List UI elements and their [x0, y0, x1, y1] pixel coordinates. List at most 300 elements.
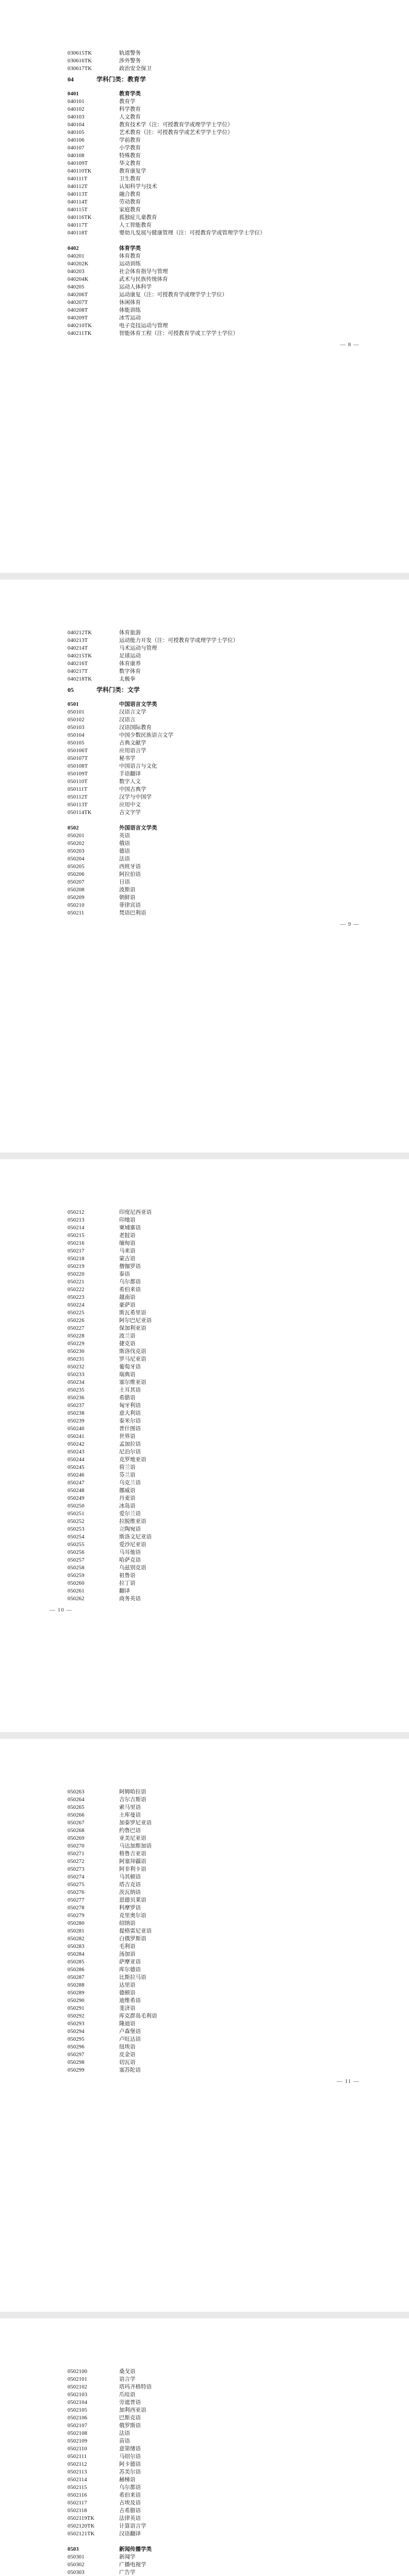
major-name: 华文教育: [119, 161, 141, 166]
major-code: 050246: [68, 1472, 85, 1478]
major-row: [68, 314, 409, 322]
major-code: 040202K: [68, 261, 89, 267]
major-row: [68, 629, 409, 637]
document-page: [0, 1159, 409, 1732]
major-name: 休闲体育: [119, 300, 141, 306]
major-row: [68, 1510, 409, 1518]
major-name: 阿尔巴尼亚语: [119, 1318, 152, 1324]
major-name: 艺术教育（注：可授教育学或艺术学学士学位）: [119, 130, 233, 135]
major-code: 050108T: [68, 764, 88, 769]
major-code: 050106T: [68, 748, 88, 754]
major-row: [68, 307, 409, 314]
major-code: 050268: [68, 1828, 85, 1834]
major-name: 爱沙尼亚语: [119, 1542, 146, 1548]
major-name: 阿非利卡语: [119, 1867, 146, 1872]
major-row: [68, 1456, 409, 1464]
major-name: 俄罗斯语: [119, 2423, 141, 2429]
major-code: 040217T: [68, 669, 88, 674]
major-row: [68, 1232, 409, 1240]
major-row: [68, 65, 409, 73]
major-name: 亚美尼亚语: [119, 1836, 146, 1841]
major-code: 040206T: [68, 292, 88, 298]
major-code: 030615TK: [68, 50, 92, 56]
major-name: 英语: [119, 833, 130, 839]
major-code: 040108: [68, 153, 85, 159]
major-name: 德语: [119, 849, 130, 854]
major-name: 劳动教育: [119, 199, 141, 205]
major-row: [68, 1263, 409, 1270]
major-row: [68, 1819, 409, 1827]
major-code: 050232: [68, 1364, 85, 1370]
major-code: 050284: [68, 1952, 85, 1957]
major-name: 世界语: [119, 1434, 136, 1439]
major-name: 乌尔都语: [119, 2485, 141, 2490]
major-code: 0502110: [68, 2446, 87, 2452]
major-name: 塔玛齐格特语: [119, 2384, 152, 2390]
major-name: 中国少数民族语言文学: [119, 733, 173, 738]
major-row: [68, 747, 409, 755]
major-name: 毛利语: [119, 1944, 136, 1950]
major-name: 小学教育: [119, 145, 141, 151]
major-name: 捷克语: [119, 1341, 136, 1347]
major-row: [68, 214, 409, 222]
major-row: [68, 1394, 409, 1402]
major-name: 轨道警务: [119, 50, 141, 56]
major-row: [68, 801, 409, 809]
major-name: 波兰语: [119, 1333, 136, 1339]
major-code: 050283: [68, 1944, 85, 1950]
major-row: [68, 2461, 409, 2468]
major-code: 0502112: [68, 2462, 87, 2467]
major-code: 040113T: [68, 192, 88, 197]
major-name: 祖鲁语: [119, 1573, 136, 1579]
major-code: 050273: [68, 1867, 85, 1872]
major-code: 0502119TK: [68, 2516, 95, 2521]
discipline-header: [68, 685, 409, 697]
major-name: 计算语言学: [119, 2523, 146, 2529]
major-row: [68, 1788, 409, 1796]
major-row: [68, 198, 409, 206]
major-name: 希伯来语: [119, 1287, 141, 1293]
major-name: 运动人体科学: [119, 284, 152, 290]
major-name: 隆迪语: [119, 2021, 136, 2027]
major-code: 050286: [68, 1967, 85, 1973]
major-row: [68, 855, 409, 863]
major-code: 050288: [68, 1982, 85, 1988]
major-name: 泰语: [119, 1272, 130, 1277]
major-code: 050212: [68, 1210, 85, 1215]
major-row: [68, 2553, 409, 2561]
major-code: 050278: [68, 1905, 85, 1911]
major-name: 法语: [119, 2431, 130, 2436]
major-row: [68, 1981, 409, 1989]
major-row: [68, 2476, 409, 2484]
page-content: [68, 1209, 409, 1603]
major-name: 乌尔都语: [119, 1279, 141, 1285]
major-code: 050113T: [68, 802, 88, 808]
major-code: 0502105: [68, 2408, 88, 2413]
major-row: [68, 1920, 409, 1927]
major-code: 040110TK: [68, 168, 92, 174]
major-name: 白俄罗斯语: [119, 1936, 146, 1942]
major-row: [68, 1587, 409, 1595]
major-row: [68, 2445, 409, 2453]
major-code: 050112T: [68, 794, 88, 800]
major-name: 智能体育工程（注：可授教育学或工学学士学位）: [119, 331, 238, 336]
category-code: 0501: [68, 702, 79, 707]
major-row: [68, 2036, 409, 2043]
major-name: 马来语: [119, 1248, 136, 1254]
major-name: 印度尼西亚语: [119, 1210, 152, 1215]
major-code: 050225: [68, 1310, 85, 1316]
major-row: [68, 778, 409, 786]
major-row: [68, 113, 409, 121]
major-row: [68, 49, 409, 57]
major-name: 学前教育: [119, 138, 141, 143]
major-row: [68, 1448, 409, 1456]
major-name: 加泰罗尼亚语: [119, 1820, 152, 1826]
major-name: 汉语言文学: [119, 709, 146, 715]
major-code: 050256: [68, 1550, 85, 1555]
major-row: [68, 2484, 409, 2492]
major-code: 040104: [68, 122, 85, 128]
major-code: 050275: [68, 1882, 85, 1888]
major-code: 050263: [68, 1789, 85, 1795]
major-row: [68, 206, 409, 214]
major-code: 040201: [68, 253, 85, 259]
major-code: 040101: [68, 99, 85, 105]
major-row: [68, 716, 409, 724]
major-row: [68, 840, 409, 848]
major-code: 0502106: [68, 2415, 88, 2421]
major-name: 阿卡德语: [119, 2462, 141, 2467]
major-name: 日语: [119, 879, 130, 885]
major-row: [68, 1410, 409, 1417]
major-code: 050219: [68, 1264, 85, 1269]
major-name: 孟加拉语: [119, 1442, 141, 1447]
major-code: 050295: [68, 2037, 85, 2042]
major-row: [68, 1958, 409, 1966]
major-row: [68, 1479, 409, 1487]
major-code: 0502102: [68, 2384, 88, 2390]
major-row: [68, 652, 409, 660]
major-row: [68, 152, 409, 160]
major-row: [68, 2368, 409, 2376]
major-row: [68, 1379, 409, 1386]
major-code: 050220: [68, 1272, 85, 1277]
major-row: [68, 1850, 409, 1858]
major-name: 德顿语: [119, 1990, 136, 1996]
page-number: — 11 —: [336, 2078, 359, 2084]
major-row: [68, 1549, 409, 1556]
major-code: 050241: [68, 1434, 85, 1439]
page-number: — 8 —: [340, 342, 359, 348]
major-row: [68, 724, 409, 732]
major-row: [68, 1827, 409, 1835]
major-name: 绍纳语: [119, 1921, 136, 1926]
major-name: 涉外警务: [119, 58, 141, 64]
major-row: [68, 886, 409, 894]
major-name: 达里语: [119, 1982, 136, 1988]
major-name: 广播电视学: [119, 2562, 146, 2568]
major-name: 苏美尔语: [119, 2469, 141, 2475]
category-row: [68, 701, 409, 708]
major-code: 0502113: [68, 2469, 87, 2475]
major-name: 应用中文: [119, 802, 141, 808]
major-name: 蒙古语: [119, 1256, 136, 1262]
major-row: [68, 2383, 409, 2391]
major-code: 050102: [68, 717, 85, 723]
major-code: 0502116: [68, 2493, 87, 2498]
major-code: 0502101: [68, 2377, 88, 2382]
major-name: 乌克兰语: [119, 1480, 141, 1486]
major-code: 050242: [68, 1442, 85, 1447]
section-spacer: [68, 237, 409, 245]
major-code: 040116TK: [68, 215, 92, 221]
major-name: 电子竞技运动与管理: [119, 323, 168, 329]
major-code: 050237: [68, 1403, 85, 1409]
major-row: [68, 1340, 409, 1348]
major-name: 克里奥尔语: [119, 1913, 146, 1919]
major-row: [68, 668, 409, 675]
major-name: 体育康养: [119, 661, 141, 667]
major-code: 0502117: [68, 2500, 87, 2506]
major-row: [68, 1533, 409, 1541]
major-code: 050213: [68, 1217, 85, 1223]
major-row: [68, 2376, 409, 2383]
major-row: [68, 2028, 409, 2036]
major-row: [68, 2530, 409, 2538]
major-name: 俄语: [119, 841, 130, 846]
major-row: [68, 1417, 409, 1425]
major-name: 立陶宛语: [119, 1527, 141, 1532]
category-row: [68, 90, 409, 98]
major-code: 050292: [68, 2013, 85, 2019]
major-code: 050223: [68, 1295, 85, 1300]
major-row: [68, 1966, 409, 1974]
major-code: 050209: [68, 895, 85, 901]
page-content: [68, 629, 409, 917]
major-name: 比斯拉马语: [119, 1975, 146, 1980]
major-name: 阿拉伯语: [119, 872, 141, 877]
major-code: 050222: [68, 1287, 85, 1293]
major-name: 教育康复学: [119, 168, 146, 174]
major-name: 约鲁巴语: [119, 1828, 141, 1834]
major-row: [68, 121, 409, 129]
major-row: [68, 1224, 409, 1232]
major-name: 汤加语: [119, 1952, 136, 1957]
major-code: 040109T: [68, 161, 88, 166]
major-name: 马耳他语: [119, 1550, 141, 1555]
major-name: 马术运动与管理: [119, 646, 157, 651]
major-name: 马达加斯加语: [119, 1843, 152, 1849]
major-code: 040211TK: [68, 331, 92, 336]
category-name: 新闻传播学类: [119, 2547, 152, 2552]
page-content: [68, 49, 409, 337]
major-name: 拉丁语: [119, 1581, 136, 1586]
major-code: 050281: [68, 1928, 85, 1934]
major-name: 土耳其语: [119, 1387, 141, 1393]
major-code: 0502108: [68, 2431, 88, 2436]
major-row: [68, 863, 409, 871]
major-name: 旁遮普语: [119, 2400, 141, 2405]
major-row: [68, 1974, 409, 1981]
major-name: 恩德贝莱语: [119, 1897, 146, 1903]
major-row: [68, 299, 409, 307]
major-code: 0502111: [68, 2454, 87, 2460]
major-name: 茨瓦纳语: [119, 1890, 141, 1895]
major-row: [68, 2059, 409, 2066]
major-code: 050227: [68, 1326, 85, 1331]
discipline-title: 学科门类：文学: [96, 686, 140, 693]
major-code: 050301: [68, 2554, 85, 2560]
major-code: 050267: [68, 1820, 85, 1826]
major-row: [68, 2522, 409, 2530]
major-name: 古文字学: [119, 810, 141, 816]
page-number: — 9 —: [340, 921, 359, 927]
major-row: [68, 160, 409, 167]
major-name: 塞尔维亚语: [119, 1380, 146, 1385]
major-code: 050239: [68, 1418, 85, 1424]
major-row: [68, 1309, 409, 1317]
major-code: 050299: [68, 2067, 85, 2073]
major-row: [68, 183, 409, 191]
major-row: [68, 1858, 409, 1866]
major-row: [68, 1881, 409, 1889]
major-name: 教育学: [119, 99, 136, 105]
major-row: [68, 175, 409, 183]
major-name: 吉尔吉斯语: [119, 1797, 146, 1803]
major-code: 040111T: [68, 176, 88, 182]
major-row: [68, 2561, 409, 2569]
major-name: 乌兹别克语: [119, 1565, 146, 1571]
major-row: [68, 1317, 409, 1325]
major-row: [68, 894, 409, 902]
major-code: 050250: [68, 1503, 85, 1509]
major-name: 中国古典学: [119, 787, 146, 792]
major-name: 希腊语: [119, 1395, 136, 1401]
major-row: [68, 637, 409, 645]
major-code: 050274: [68, 1874, 85, 1880]
major-row: [68, 878, 409, 886]
major-row: [68, 645, 409, 652]
major-name: 荷兰语: [119, 1465, 136, 1470]
major-code: 050210: [68, 903, 85, 908]
major-row: [68, 1951, 409, 1958]
major-code: 050247: [68, 1480, 85, 1486]
major-row: [68, 1301, 409, 1309]
major-code: 040112T: [68, 184, 88, 190]
major-code: 050245: [68, 1465, 85, 1470]
major-name: 科摩罗语: [119, 1905, 141, 1911]
major-name: 希伯来语: [119, 2493, 141, 2498]
section-spacer: [68, 817, 409, 824]
major-name: 家庭教育: [119, 207, 141, 213]
major-name: 斐济语: [119, 2006, 136, 2011]
major-name: 纽埃语: [119, 2044, 136, 2050]
major-name: 菲律宾语: [119, 903, 141, 908]
major-row: [68, 1247, 409, 1255]
major-code: 050298: [68, 2060, 85, 2065]
major-row: [68, 755, 409, 762]
major-row: [68, 1997, 409, 2005]
major-name: 皮金语: [119, 2052, 136, 2058]
major-name: 婴幼儿发展与健康管理（注：可授教育学或管理学学士学位）: [119, 230, 266, 236]
major-row: [68, 1989, 409, 1997]
page-content: [68, 2368, 409, 2576]
discipline-title: 学科门类：教育学: [96, 76, 146, 83]
major-name: 法语: [119, 856, 130, 862]
major-row: [68, 2492, 409, 2499]
major-code: 050276: [68, 1890, 85, 1895]
category-name: 中国语言文学类: [119, 702, 157, 707]
major-name: 冰岛语: [119, 1503, 136, 1509]
major-name: 爪哇语: [119, 2392, 136, 2398]
major-name: 印地语: [119, 1217, 136, 1223]
major-code: 050294: [68, 2029, 85, 2035]
major-code: 040117T: [68, 223, 88, 228]
major-code: 050206: [68, 872, 85, 877]
major-name: 语言学: [119, 2377, 136, 2382]
major-row: [68, 2066, 409, 2074]
major-name: 孤独症儿童教育: [119, 215, 157, 221]
major-row: [68, 106, 409, 113]
major-name: 古希腊语: [119, 2508, 141, 2514]
major-name: 新闻学: [119, 2554, 136, 2560]
major-code: 050258: [68, 1565, 85, 1571]
discipline-header: [68, 75, 409, 86]
major-code: 050289: [68, 1990, 85, 1996]
major-code: 050279: [68, 1913, 85, 1919]
major-code: 050221: [68, 1279, 85, 1285]
major-code: 050277: [68, 1897, 85, 1903]
major-code: 050109T: [68, 771, 88, 777]
major-row: [68, 2406, 409, 2414]
major-name: 赫梯语: [119, 2477, 136, 2483]
major-code: 050259: [68, 1573, 85, 1579]
major-code: 040107: [68, 145, 85, 151]
major-row: [68, 1402, 409, 1410]
major-name: 古典文献学: [119, 740, 146, 746]
major-code: 040215TK: [68, 653, 92, 659]
major-code: 050290: [68, 1998, 85, 2004]
major-row: [68, 252, 409, 260]
major-code: 040207T: [68, 300, 88, 306]
major-row: [68, 222, 409, 229]
major-code: 050229: [68, 1341, 85, 1347]
major-code: 050255: [68, 1542, 85, 1548]
major-name: 马其顿语: [119, 1874, 141, 1880]
major-row: [68, 1495, 409, 1502]
major-code: 040208T: [68, 308, 88, 313]
major-code: 050214: [68, 1225, 85, 1231]
discipline-number: 04: [68, 76, 74, 83]
major-name: 人工智能教育: [119, 223, 152, 228]
major-name: 科学教育: [119, 107, 141, 112]
major-row: [68, 1842, 409, 1850]
major-name: 苗语: [119, 2438, 130, 2444]
major-row: [68, 1912, 409, 1920]
major-row: [68, 2515, 409, 2522]
major-code: 0502100: [68, 2369, 88, 2375]
major-name: 索马里语: [119, 1805, 141, 1810]
category-code: 0401: [68, 91, 79, 97]
major-code: 050114TK: [68, 810, 92, 816]
major-code: 050228: [68, 1333, 85, 1339]
major-row: [68, 1325, 409, 1332]
major-code: 050204: [68, 856, 85, 862]
major-name: 认知科学与技术: [119, 184, 157, 190]
